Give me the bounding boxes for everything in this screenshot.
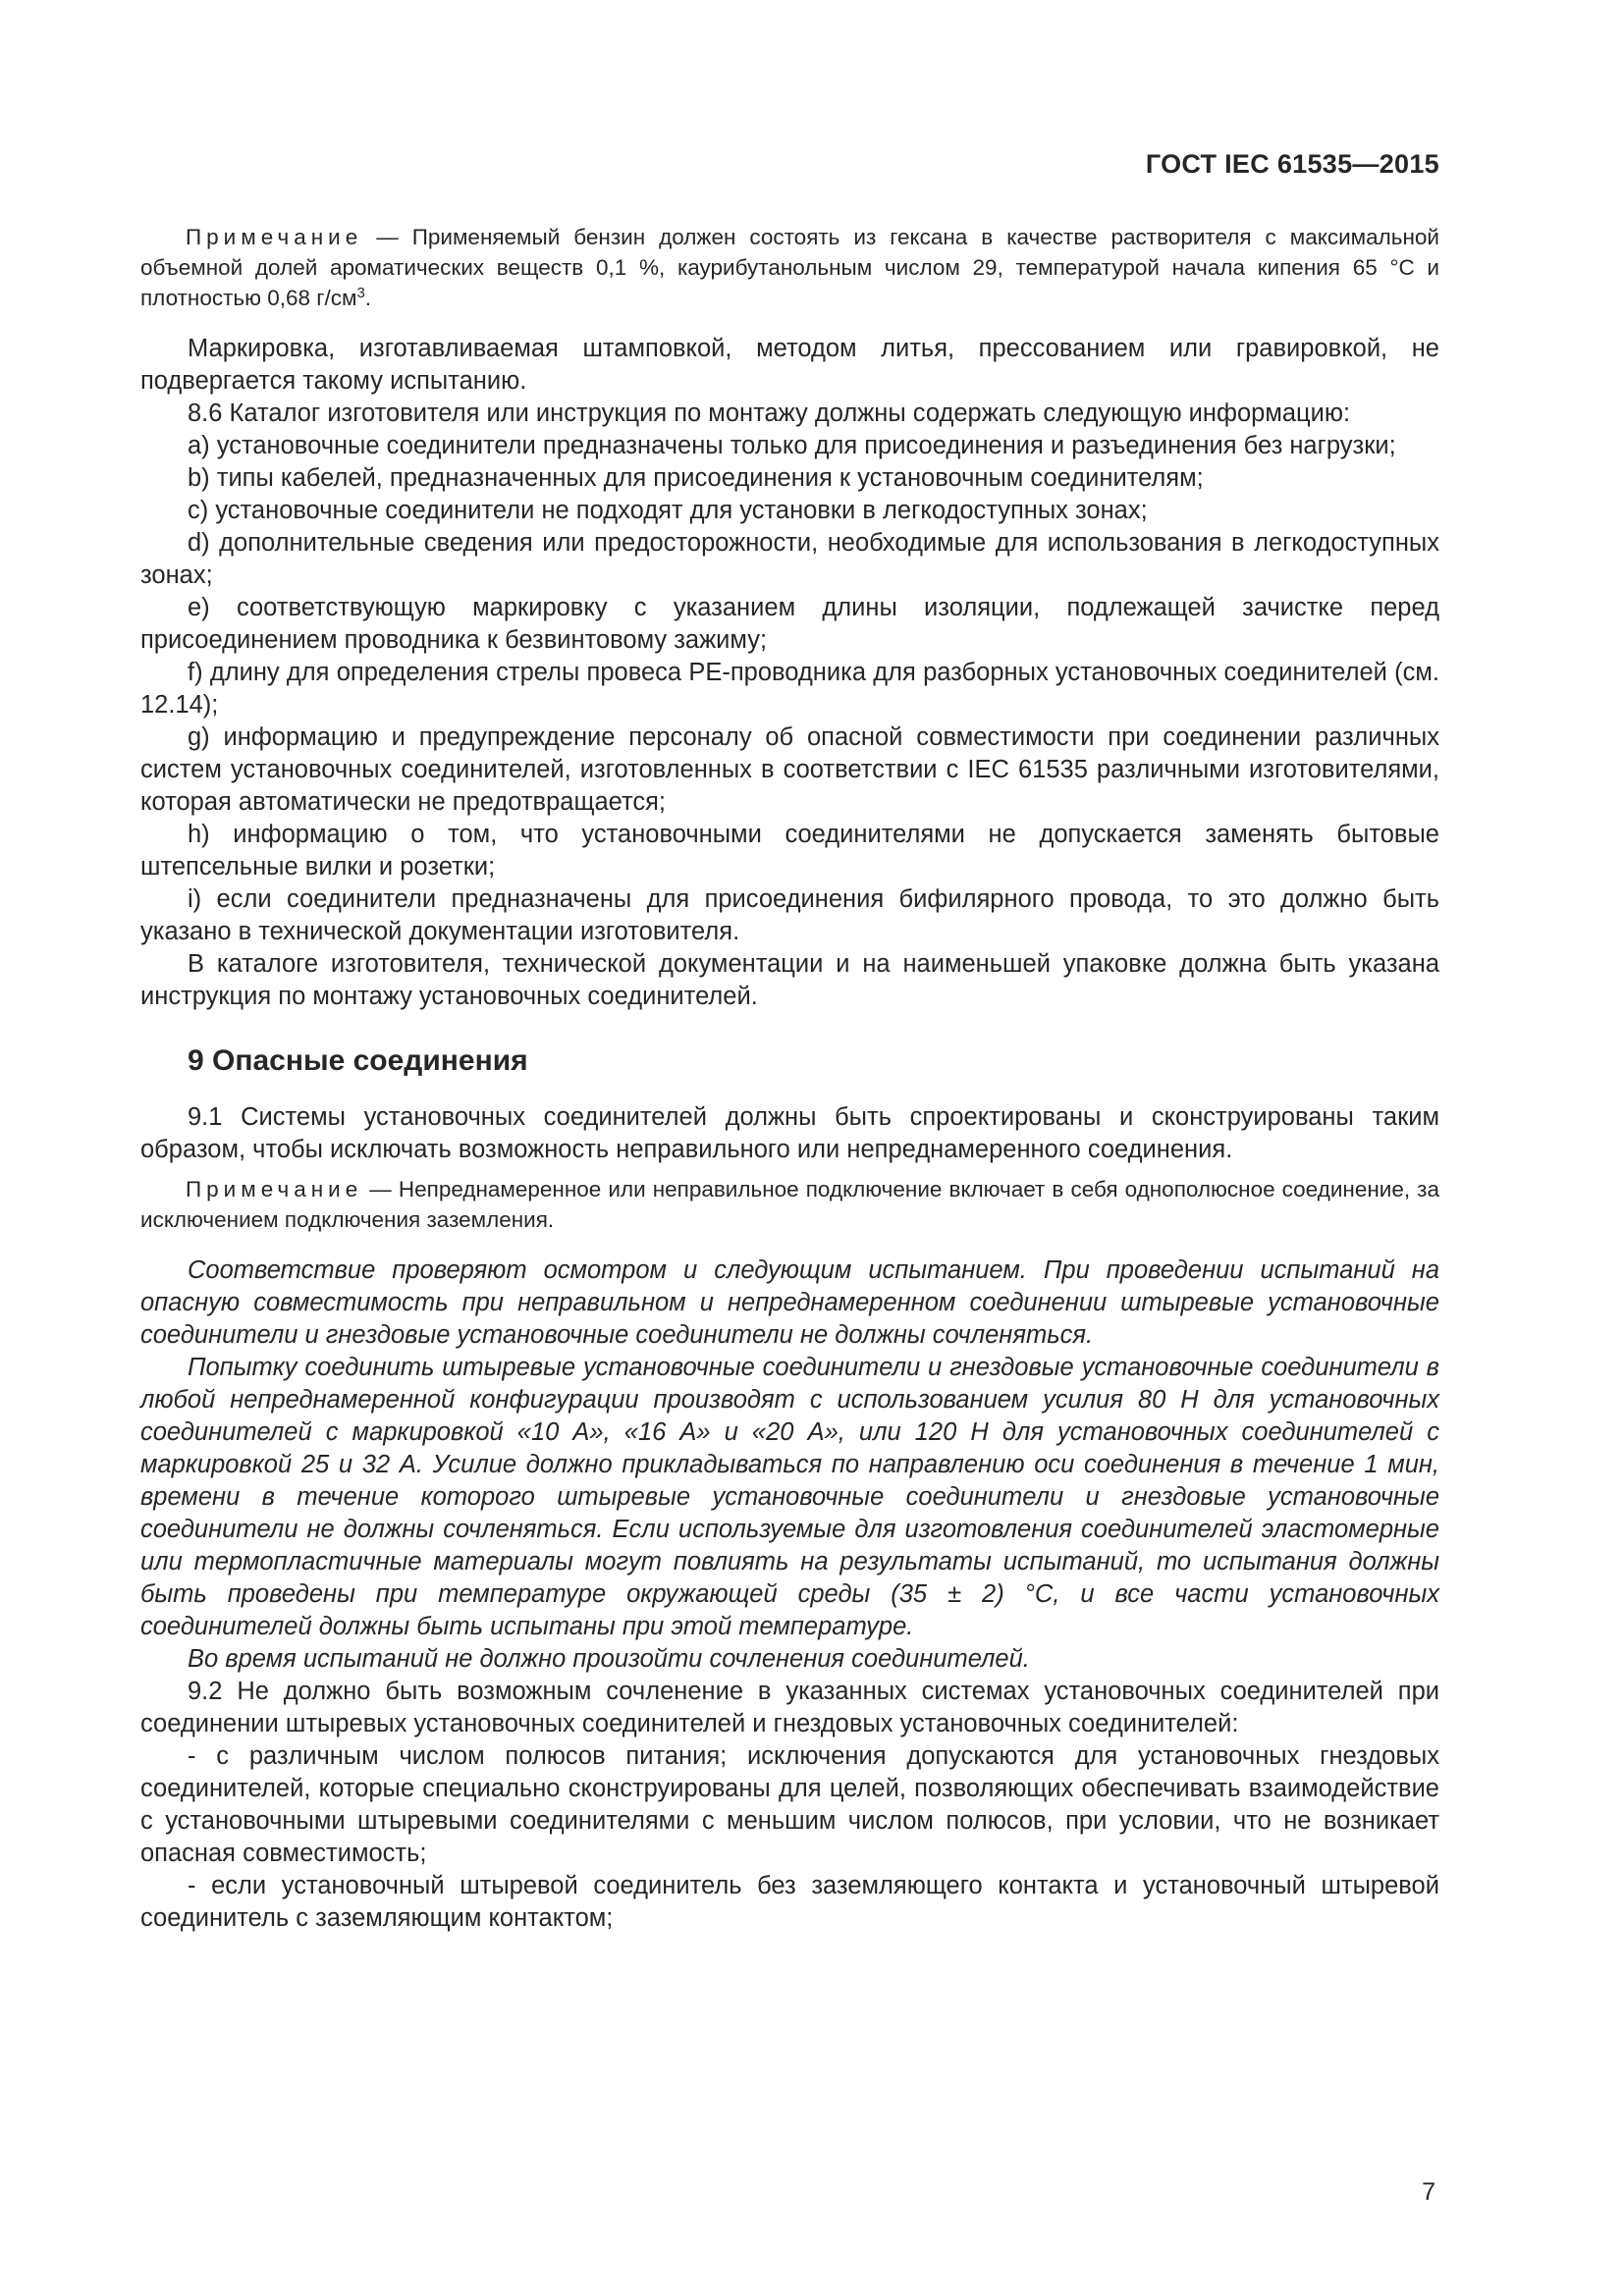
list-item-poles: - с различным числом полюсов питания; исключения допускаются для установочных гнездовых соединителей, которые специально сконструированы для целей, позволяющих обеспечивать взаимодействие с установочными штыревыми соединителями с меньшим числом полюсов, при условии, что не возникает опасная совместимость; bbox=[140, 1742, 1439, 1867]
note-gasoline: Примечание — Применяемый бензин должен состоять из гексана в качестве растворителя с максимальной объемной долей ароматических веществ 0,1 %, каурибутанольным числом 29, температурой начала кипения 65 °С и плотностью 0,68 $г/см^3$. bbox=[140, 225, 1439, 310]
list-item-d: d) дополнительные сведения или предосторожности, необходимые для использования в легкодоступных зонах; bbox=[140, 529, 1439, 589]
paragraph-catalog: В каталоге изготовителя, технической документации и на наименьшей упаковке должна быть указана инструкция по монтажу установочных соединителей. bbox=[140, 950, 1439, 1010]
page-content bbox=[140, 222, 1439, 1935]
paragraph-test-procedure: Попытку соединить штыревые установочные соединители и гнездовые установочные соединители в любой непреднамеренной конфигурации производят с использованием усилия 80 Н для установочных соединителей с маркировкой «10 А», «16 А» и «20 А», или 120 Н для установочных соединителей с маркировкой 25 и 32 А. Усилие должно прикладываться по направлению оси соединения в течение 1 мин, времени в течение которого штыревые установочные соединители и гнездовые установочные соединители не должны сочленяться. Если используемые для изготовления соединителей эластомерные или термопластичные материалы могут повлиять на результаты испытаний, то испытания должны быть проведены при температуре окружающей среды (35 ± 2) °С, и все части установочных соединителей должны быть испытаны при этой температуре. bbox=[140, 1354, 1439, 1640]
list-item-h: h) информацию о том, что установочными соединителями не допускается заменять бытовые штепсельные вилки и розетки; bbox=[140, 821, 1439, 881]
list-item-b: b) типы кабелей, предназначенных для присоединения к установочным соединителям; bbox=[188, 464, 1204, 492]
list-item-i: i) если соединители предназначены для присоединения бифилярного провода, то это должно быть указано в технической документации изготовителя. bbox=[140, 885, 1439, 945]
paragraph-marking: Маркировка, изготавливаемая штамповкой, методом литья, прессованием или гравировкой, не подвергается такому испытанию. bbox=[140, 335, 1439, 395]
paragraph-test-result: Во время испытаний не должно произойти сочленения соединителей. bbox=[188, 1645, 1030, 1673]
page-number: 7 bbox=[1422, 2178, 1435, 2206]
list-item-f: f) длину для определения стрелы провеса PE-проводника для разборных установочных соединителей (см. 12.14); bbox=[140, 659, 1439, 719]
note-label: Примечание bbox=[186, 225, 363, 249]
paragraph-9-2: 9.2 Не должно быть возможным сочленение в указанных системах установочных соединителей при соединении штыревых установочных соединителей и гнездовых установочных соединителей: bbox=[140, 1678, 1439, 1737]
note-unintended-connection: Примечание — Непреднамеренное или неправильное подключение включает в себя однополюсное соединение, за исключением подключения заземления. bbox=[140, 1177, 1439, 1232]
section-9-title: 9 Опасные соединения bbox=[188, 1044, 528, 1077]
list-item-earthing: - если установочный штыревой соединитель без заземляющего контакта и установочный штыревой соединитель с заземляющим контактом; bbox=[140, 1872, 1439, 1932]
list-item-g: g) информацию и предупреждение персоналу об опасной совместимости при соединении различных систем установочных соединителей, изготовленных в соответствии с IEC 61535 различными изготовителями, которая автоматически не предотвращается; bbox=[140, 723, 1439, 816]
note-label: Примечание bbox=[186, 1177, 363, 1201]
list-item-a: a) установочные соединители предназначены только для присоединения и разъединения без нагрузки; bbox=[188, 432, 1396, 459]
paragraph-9-1: 9.1 Системы установочных соединителей должны быть спроектированы и сконструированы таким образом, чтобы исключать возможность неправильного или непреднамеренного соединения. bbox=[140, 1103, 1439, 1163]
paragraph-8-6: 8.6 Каталог изготовителя или инструкция по монтажу должны содержать следующую информацию: bbox=[188, 400, 1351, 427]
document-header: ГОСТ IEC 61535—2015 bbox=[1145, 149, 1439, 179]
list-item-e: e) соответствующую маркировку с указанием длины изоляции, подлежащей зачистке перед присоединением проводника к безвинтовому зажиму; bbox=[140, 594, 1439, 654]
list-item-c: c) установочные соединители не подходят для установки в легкодоступных зонах; bbox=[188, 497, 1148, 524]
paragraph-compliance-check: Соответствие проверяют осмотром и следующим испытанием. При проведении испытаний на опасную совместимость при неправильном и непреднамеренном соединении штыревые установочные соединители и гнездовые установочные соединители не должны сочленяться. bbox=[140, 1256, 1439, 1349]
